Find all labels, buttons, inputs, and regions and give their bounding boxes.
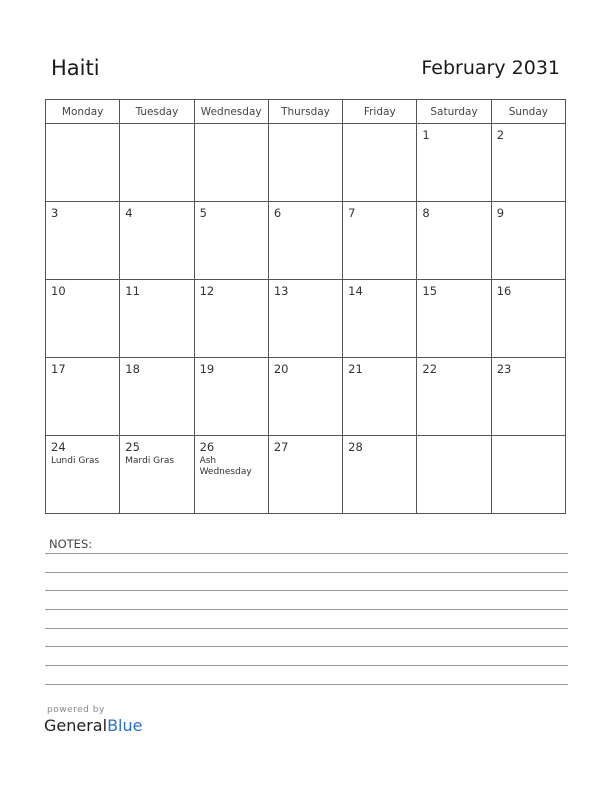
day-cell-content <box>46 436 119 513</box>
day-cell-content <box>492 124 565 201</box>
day-cell-content <box>492 280 565 357</box>
day-cell-content <box>492 202 565 279</box>
day-cell <box>46 202 120 280</box>
day-cell <box>268 358 342 436</box>
brand-logo <box>44 716 142 735</box>
day-cell-content <box>46 124 119 201</box>
weekday-header: Thursday <box>268 100 342 124</box>
note-line <box>45 684 568 685</box>
day-cell <box>343 436 417 514</box>
day-cell <box>417 280 491 358</box>
day-cell <box>343 280 417 358</box>
note-line <box>45 572 568 573</box>
brand-general: General <box>44 716 108 735</box>
day-number: 1 <box>422 128 430 142</box>
day-number: 3 <box>51 206 59 220</box>
day-cell-content <box>492 358 565 435</box>
day-number: 27 <box>273 440 289 454</box>
note-line <box>45 665 568 666</box>
day-cell-content <box>417 202 490 279</box>
day-number: 26 <box>199 440 215 454</box>
note-line <box>45 553 568 554</box>
day-cell-content <box>343 124 416 201</box>
day-cell-content <box>46 202 119 279</box>
day-cell <box>491 436 565 514</box>
day-cell <box>268 202 342 280</box>
day-cell <box>268 436 342 514</box>
day-cell <box>343 358 417 436</box>
powered-by-text: powered by <box>47 705 105 715</box>
day-number: 25 <box>125 440 140 454</box>
day-number: 9 <box>496 206 505 220</box>
day-number: 13 <box>273 284 289 298</box>
calendar-grid <box>45 99 566 514</box>
day-number: 8 <box>422 206 430 220</box>
day-cell <box>417 358 491 436</box>
weekday-header: Wednesday <box>194 100 268 124</box>
day-cell-content <box>195 436 268 513</box>
note-line <box>45 590 568 591</box>
weekday-header: Sunday <box>491 100 565 124</box>
day-number: 10 <box>51 284 66 298</box>
day-cell <box>194 202 268 280</box>
day-cell <box>120 202 194 280</box>
day-number: 22 <box>422 362 438 376</box>
day-cell-content <box>46 280 119 357</box>
day-cell-content <box>46 358 119 435</box>
day-cell-content <box>120 202 193 279</box>
note-line <box>45 628 568 629</box>
day-number: 20 <box>273 362 289 376</box>
day-cell-content <box>195 358 268 435</box>
day-number: 18 <box>125 362 140 376</box>
week-row <box>46 202 566 280</box>
day-cell-content <box>120 280 193 357</box>
day-number: 4 <box>125 206 133 220</box>
day-cell <box>417 202 491 280</box>
day-cell <box>491 124 565 202</box>
day-cell-content <box>195 124 268 201</box>
day-cell <box>46 124 120 202</box>
weekday-header: Tuesday <box>120 100 194 124</box>
day-cell <box>120 358 194 436</box>
day-cell <box>343 124 417 202</box>
holiday-label: Mardi Gras <box>125 456 175 466</box>
week-row <box>46 436 566 514</box>
day-number: 21 <box>348 362 363 376</box>
day-cell-content <box>269 202 342 279</box>
day-number: 23 <box>496 362 512 376</box>
day-cell <box>417 124 491 202</box>
day-cell <box>120 124 194 202</box>
notes-label: NOTES: <box>49 537 93 551</box>
day-cell-content <box>417 436 490 513</box>
day-number: 16 <box>496 284 512 298</box>
day-cell-content <box>417 124 490 201</box>
day-cell <box>491 280 565 358</box>
day-number: 17 <box>51 362 66 376</box>
day-cell <box>194 124 268 202</box>
day-cell-content <box>343 436 416 513</box>
day-number: 5 <box>199 206 207 220</box>
day-cell-content <box>343 280 416 357</box>
brand-blue: Blue <box>107 716 143 735</box>
day-cell-content <box>269 280 342 357</box>
day-number: 7 <box>348 206 356 220</box>
day-cell-content <box>120 436 193 513</box>
holiday-label: Ash Wednesday <box>199 456 252 477</box>
week-row <box>46 124 566 202</box>
day-cell <box>268 280 342 358</box>
day-cell <box>120 436 194 514</box>
day-cell-content <box>417 280 490 357</box>
day-cell <box>46 436 120 514</box>
day-cell-content <box>343 358 416 435</box>
day-cell <box>46 280 120 358</box>
day-number: 2 <box>496 128 505 142</box>
day-cell <box>491 358 565 436</box>
day-cell-content <box>195 202 268 279</box>
weekday-header: Friday <box>343 100 417 124</box>
day-number: 19 <box>199 362 215 376</box>
note-line <box>45 609 568 610</box>
day-cell <box>46 358 120 436</box>
day-cell-content <box>120 124 193 201</box>
day-cell <box>194 358 268 436</box>
day-cell <box>194 280 268 358</box>
weekday-header: Monday <box>46 100 120 124</box>
weekday-header-row <box>46 100 566 124</box>
day-cell-content <box>120 358 193 435</box>
day-number: 6 <box>273 206 282 220</box>
day-cell-content <box>492 436 565 513</box>
day-cell <box>194 436 268 514</box>
note-line <box>45 646 568 647</box>
day-number: 12 <box>199 284 215 298</box>
country-title: Haiti <box>51 56 100 80</box>
day-number: 28 <box>348 440 363 454</box>
day-cell-content <box>343 202 416 279</box>
day-number: 15 <box>422 284 438 298</box>
day-cell-content <box>417 358 490 435</box>
day-cell-content <box>269 358 342 435</box>
month-year-title: February 2031 <box>421 57 560 79</box>
day-cell-content <box>269 124 342 201</box>
day-cell-content <box>195 280 268 357</box>
day-number: 11 <box>125 284 140 298</box>
day-cell-content <box>269 436 342 513</box>
day-cell <box>491 202 565 280</box>
day-cell <box>120 280 194 358</box>
week-row <box>46 358 566 436</box>
day-number: 14 <box>348 284 363 298</box>
weekday-header: Saturday <box>417 100 491 124</box>
day-number: 24 <box>51 440 66 454</box>
day-cell <box>268 124 342 202</box>
day-cell <box>343 202 417 280</box>
holiday-label: Lundi Gras <box>51 456 100 466</box>
day-cell <box>417 436 491 514</box>
week-row <box>46 280 566 358</box>
